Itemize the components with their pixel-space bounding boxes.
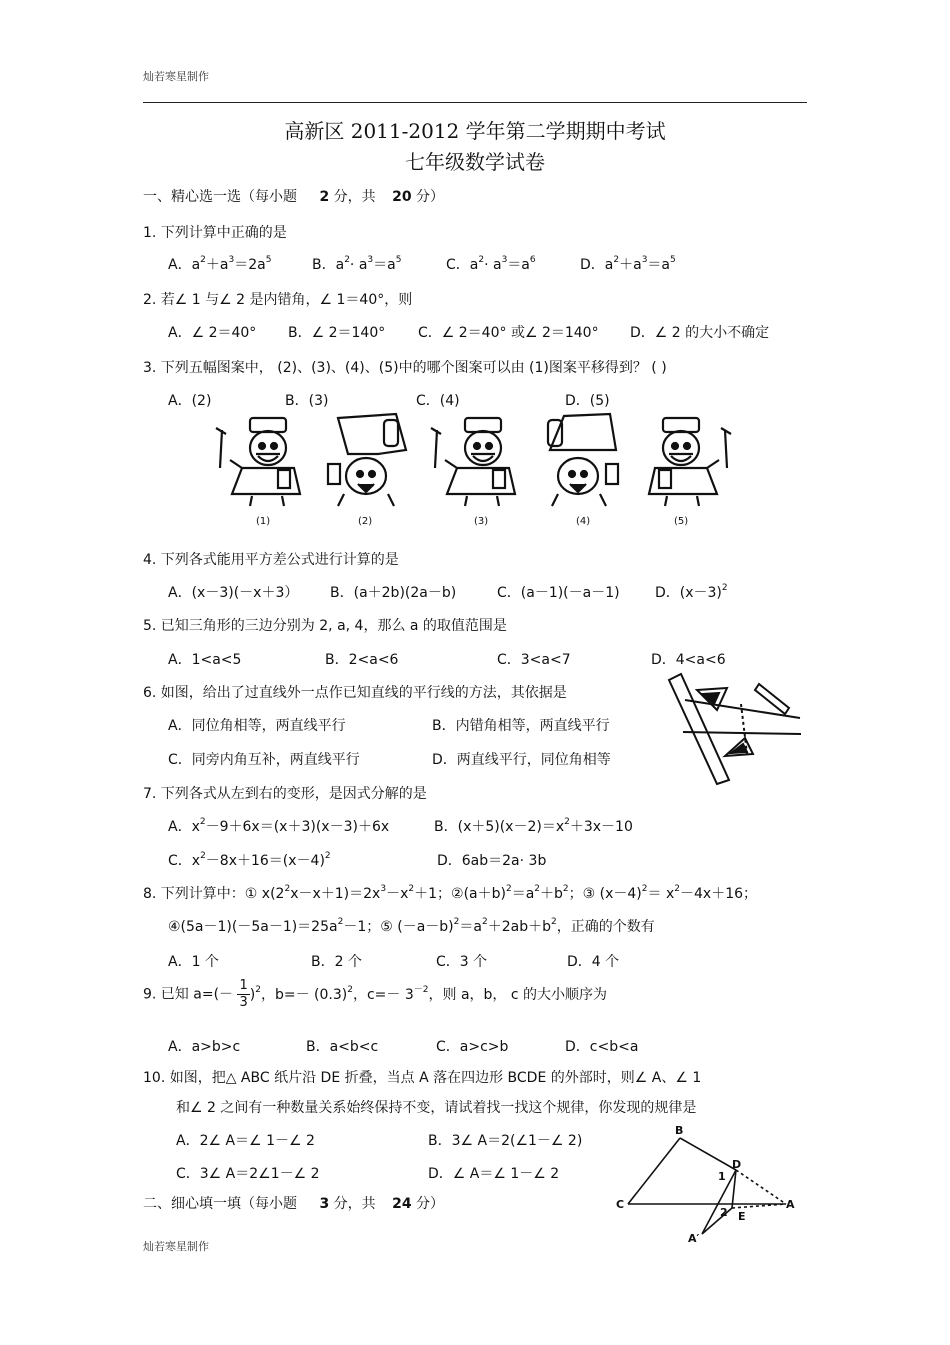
q7-option-c: C．$x^2-8x+16=(x-4)^2$ <box>168 851 331 869</box>
q4-option-b: B．(a＋2b)(2a－b) <box>330 585 457 601</box>
q1-option-a: A．$a^2+a^3=2a^5$ <box>168 255 272 273</box>
q5-stem: 5. 已知三角形的三边分别为 2, a, 4，那么 a 的取值范围是 <box>143 618 507 634</box>
q9-denominator: 3 <box>239 995 248 1010</box>
q8-stem: 8. 下列计算中：① $x(2^2x-x+1)=2x^3-x^2+1$；$②(a+b)^2=a^2+b^2$；③ $(x-4)^2= x^2-4x+16$； <box>143 884 758 902</box>
q1-stem: 1. 下列计算中正确的是 <box>143 225 287 241</box>
q3-cartoon-figure <box>212 410 742 535</box>
q3-option-a: A．(2) <box>168 393 212 409</box>
footer-watermark: 灿若寒星制作 <box>143 1240 209 1253</box>
q10-triangle-figure <box>612 1124 808 1248</box>
q7-stem: 7. 下列各式从左到右的变形，是因式分解的是 <box>143 786 427 802</box>
section1-pre: 一、精心选一选（每小题 <box>143 189 297 205</box>
q3-option-d: D．(5) <box>565 393 610 409</box>
header-rule <box>143 102 807 103</box>
q7-c-pre: C．x <box>168 853 201 869</box>
q5-option-a: A．1<a<5 <box>168 652 242 668</box>
section1-total: 20 <box>392 189 412 205</box>
cartoon-1 <box>216 418 300 506</box>
q9-option-c: C．a>c>b <box>436 1039 509 1055</box>
q9-stem-pre: 9. 已知 a=(－ <box>143 986 234 1003</box>
section1-heading <box>143 186 444 206</box>
q10-label-E: E <box>738 1210 746 1223</box>
q9-option-d: D．c<b<a <box>565 1039 639 1055</box>
q10-stem: 10. 如图，把△ ABC 纸片沿 DE 折叠，当点 A 落在四边形 BCDE 的外部时，则∠ A、∠ 1 <box>143 1070 702 1086</box>
q6-option-d: D．两直线平行，同位角相等 <box>432 752 611 768</box>
q6-option-c: C．同旁内角互补，两直线平行 <box>168 752 360 768</box>
q7-option-d: D．6ab＝2a· 3b <box>437 853 547 869</box>
q7-option-b: B．$(x+5)(x-2)=x^2+3x-10$ <box>434 817 633 835</box>
q3-label-2: (2) <box>358 516 373 527</box>
q7-b-pre: B．(x＋5)(x－2)＝x <box>434 819 565 835</box>
q4-option-d-text: D．(x－3) <box>655 585 722 601</box>
q6-option-b: B．内错角相等，两直线平行 <box>432 718 610 734</box>
q3-label-5: (5) <box>674 516 689 527</box>
q8-option-b: B．2 个 <box>311 954 362 970</box>
q1-option-c: C．$a^2\cdot a^3=a^6$ <box>446 255 536 273</box>
exam-subtitle: 七年级数学试卷 <box>405 150 545 174</box>
q8-stem-line2: $④(5a-1)(-5a-1)=25a^2-1$；⑤ $(-a-b)^2=a^2+2ab+b^2$，正确的个数有 <box>168 917 655 935</box>
q10-option-c: C．3∠ A＝2∠1－∠ 2 <box>176 1166 320 1182</box>
q3-label-3: (3) <box>474 516 489 527</box>
q10-option-b: B．3∠ A＝2(∠1－∠ 2) <box>428 1133 583 1149</box>
q8-option-d: D．4 个 <box>567 954 620 970</box>
cartoon-3 <box>431 418 515 506</box>
q2-option-a: A．∠ 2＝40° <box>168 325 257 341</box>
q4-option-d: D．$(x-3)^2$ <box>655 583 728 601</box>
q8-option-a: A．1 个 <box>168 954 219 970</box>
section2-total: 24 <box>392 1196 412 1212</box>
q2-option-d: D．∠ 2 的大小不确定 <box>630 325 770 341</box>
q10-label-B: B <box>675 1124 684 1137</box>
q4-option-a: A．(x－3)(－x＋3） <box>168 585 299 601</box>
q10-label-C: C <box>616 1198 625 1211</box>
q5-option-d: D．4<a<6 <box>651 652 726 668</box>
q10-label-1: 1 <box>718 1170 726 1183</box>
q10-label-A: A <box>786 1198 795 1211</box>
q4-option-c: C．(a－1)(－a－1) <box>497 585 620 601</box>
q6-ruler-figure <box>665 668 805 786</box>
header-watermark: 灿若寒星制作 <box>143 70 209 83</box>
q9-stem: 9. 已知 a=(－ $\frac{1}{3}$ )$^2$，$b=- (0.3)^2$，$c=- 3^{-2}$，则 a，b， c 的大小顺序为 <box>143 978 608 1010</box>
q9-fraction <box>237 978 249 1011</box>
q10-label-2: 2 <box>720 1206 728 1219</box>
q10-stem-line2: 和∠ 2 之间有一种数量关系始终保持不变，请试着找一找这个规律，你发现的规律是 <box>176 1100 697 1116</box>
cartoon-4 <box>548 414 618 506</box>
section1-post: 分） <box>416 189 445 205</box>
q7-c-post: －8x＋16＝(x－4) <box>205 853 325 869</box>
q7-a-post: －9＋6x＝(x＋3)(x－3)＋6x <box>205 819 390 835</box>
q8-stem-post: x－x＋1)＝2x <box>290 886 381 902</box>
cartoon-2 <box>328 414 406 506</box>
q10-option-a: A．2∠ A＝∠ 1－∠ 2 <box>176 1133 315 1149</box>
exam-title: 高新区 2011-2012 学年第二学期期中考试 <box>284 119 666 143</box>
q10-label-D: D <box>732 1158 742 1171</box>
q10-label-A-prime: A′ <box>688 1232 700 1245</box>
section2-score: 3 <box>319 1196 330 1212</box>
section1-mid: 分，共 <box>333 189 376 205</box>
q1-option-d: D．$a^2+a^3=a^5$ <box>580 255 676 273</box>
q3-stem: 3. 下列五幅图案中， (2)、(3)、(4)、(5)中的哪个图案可以由 (1)图案平移得到？ ( ) <box>143 360 667 376</box>
section2-heading <box>143 1193 444 1213</box>
q2-option-c: C．∠ 2＝40° 或∠ 2＝140° <box>418 325 599 341</box>
q2-option-b: B．∠ 2＝140° <box>288 325 386 341</box>
q10-option-d: D．∠ A＝∠ 1－∠ 2 <box>428 1166 560 1182</box>
q4-stem: 4. 下列各式能用平方差公式进行计算的是 <box>143 552 399 568</box>
q8-option-c: C．3 个 <box>436 954 488 970</box>
q3-option-b: B．(3) <box>285 393 329 409</box>
q7-option-a: A．$x^2-9+6x=(x+3)(x-3)+6x$ <box>168 817 390 835</box>
q7-a-pre: A．x <box>168 819 200 835</box>
q6-option-a: A．同位角相等，两直线平行 <box>168 718 346 734</box>
q9-numerator: 1 <box>239 978 248 993</box>
q9-option-a: A．a>b>c <box>168 1039 241 1055</box>
section2-post: 分） <box>416 1196 445 1212</box>
q7-b-post: ＋3x－10 <box>569 819 633 835</box>
q1-option-b: B．$a^2\cdot a^3=a^5$ <box>312 255 402 273</box>
q3-label-1: (1) <box>256 516 271 527</box>
q5-option-b: B．2<a<6 <box>325 652 399 668</box>
q8-stem-pre: 8. 下列计算中：① x(2 <box>143 886 285 902</box>
q3-option-c: C．(4) <box>416 393 460 409</box>
section2-pre: 二、细心填一填（每小题 <box>143 1196 297 1212</box>
q9-option-b: B．a<b<c <box>306 1039 379 1055</box>
q8-line2-text: ④(5a－1)(－5a－1)＝25a <box>168 919 338 935</box>
section2-mid: 分，共 <box>333 1196 376 1212</box>
q2-stem: 2. 若∠ 1 与∠ 2 是内错角，∠ 1＝40°，则 <box>143 292 413 308</box>
q5-option-c: C．3<a<7 <box>497 652 571 668</box>
cartoon-5 <box>649 418 731 506</box>
section1-score: 2 <box>319 189 330 205</box>
q3-label-4: (4) <box>576 516 591 527</box>
q6-stem: 6. 如图，给出了过直线外一点作已知直线的平行线的方法，其依据是 <box>143 685 567 701</box>
